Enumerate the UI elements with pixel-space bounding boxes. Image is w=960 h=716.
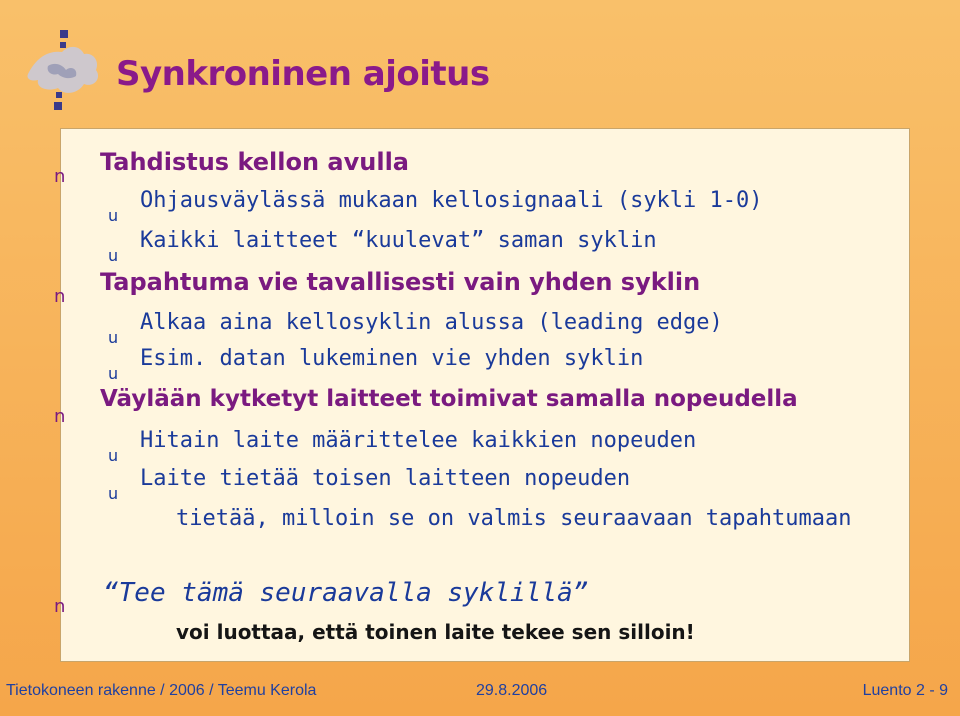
footer-slide-number: Luento 2 - 9 <box>862 682 948 699</box>
bullet-l2-marker: u <box>108 206 119 225</box>
section-heading-3: Väylään kytketyt laitteet toimivat samalla nopeudella <box>100 386 798 412</box>
section-2-item-2: Esim. datan lukeminen vie yhden syklin <box>140 346 644 371</box>
bullet-l2-marker: u <box>108 484 119 503</box>
bullet-l2-marker: u <box>108 446 119 465</box>
section-heading-2: Tapahtuma vie tavallisesti vain yhden syklin <box>100 268 701 296</box>
bullet-l2-marker: u <box>108 364 119 383</box>
bullet-l2-marker: u <box>108 328 119 347</box>
bullet-l1-marker: n <box>54 166 66 187</box>
section-heading-1: Tahdistus kellon avulla <box>100 148 409 176</box>
section-3-item-2: Laite tietää toisen laitteen nopeuden <box>140 466 631 491</box>
bullet-l1-marker: n <box>54 406 66 427</box>
footer-date: 29.8.2006 <box>476 682 548 699</box>
university-logo-icon <box>18 22 110 114</box>
section-1-item-2: Kaikki laitteet “kuulevat” saman syklin <box>140 228 657 253</box>
bullet-l2-marker: u <box>108 246 119 265</box>
bullet-l1-marker: n <box>54 286 66 307</box>
quote-subtext: voi luottaa, että toinen laite tekee sen silloin! <box>176 620 695 644</box>
section-1-item-1: Ohjausväylässä mukaan kellosignaali (sykli 1-0) <box>140 188 763 213</box>
footer-author: Tietokoneen rakenne / 2006 / Teemu Kerola <box>6 682 317 699</box>
section-2-item-1: Alkaa aina kellosyklin alussa (leading edge) <box>140 310 723 335</box>
section-3-item-1: Hitain laite määrittelee kaikkien nopeuden <box>140 428 697 453</box>
section-3-continuation: tietää, milloin se on valmis seuraavaan tapahtumaan <box>176 506 852 531</box>
bullet-l1-marker: n <box>54 596 66 617</box>
slide-title: Synkroninen ajoitus <box>116 54 490 94</box>
quote-text: “Tee tämä seuraavalla syklillä” <box>103 578 589 608</box>
